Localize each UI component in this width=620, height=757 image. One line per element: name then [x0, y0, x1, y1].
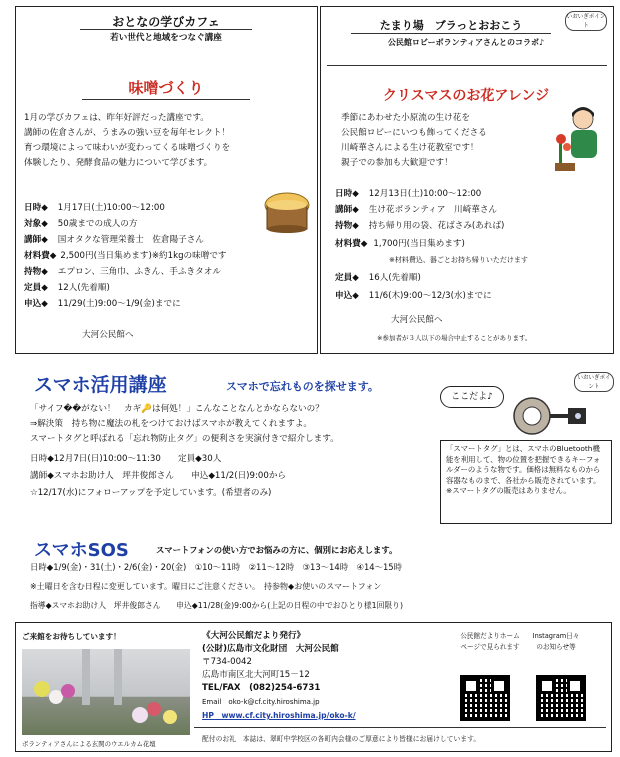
- right-card-subheading: 公民館ロビーボランティアさんとのコラボ♪: [387, 38, 545, 47]
- detail-value: 生け花ボランティア 川崎華さん: [368, 205, 498, 215]
- smart-tag-sidebar: 「スマートタグ」とは、スマホのBluetooth機能を利用して、物の位置を把握できるキーフォルダーのような物です。価格は無料なものから容器なものまで、各社から販売されています。※スマートタグの販売はありません。: [440, 440, 612, 524]
- left-card: [15, 6, 318, 354]
- flower-bed-photo: [22, 649, 190, 735]
- speech-bubble: ここだよ♪: [440, 386, 504, 408]
- badge-icon: いおいぎポイント: [574, 372, 614, 392]
- detail-label: 材料費◆: [24, 251, 57, 261]
- smartphone-line: ⇒解決策 持ち物に魔法の札をつけておけばスマホが教えてくれますよ。: [30, 419, 313, 429]
- issuer: 《大河公民館だより発行》: [202, 631, 306, 641]
- smartphone-row: ☆12/17(水)にフォローアップを予定しています。(希望者のみ): [30, 488, 272, 498]
- left-card-title: 味噌づくり: [128, 79, 204, 97]
- material-note: ※材料費込、器ごとお持ち帰りいただけます: [389, 256, 528, 264]
- divider: [327, 65, 607, 66]
- sos-title: スマホSOS: [34, 540, 129, 561]
- desc-line: 講師の佐倉さんが、うまみの強い豆を毎年セレクト！: [24, 128, 231, 138]
- detail-row: [24, 267, 221, 278]
- detail-label: 講師◆: [24, 235, 48, 245]
- qr1-label: 公民館だよりホームページで見られます: [460, 632, 520, 651]
- detail-value: 1,700円(当日集めます): [373, 239, 465, 249]
- smartphone-title: スマホ活用講座: [34, 374, 167, 396]
- detail-row: [335, 221, 504, 232]
- sos-row: ※土曜日を含む日程に変更しています。曜日にご注意ください。 持参物◆お使いのスマートフォン: [30, 582, 382, 591]
- smartphone-line: スマートタグと呼ばれる「忘れ物防止タグ」の便利さを実演付きで紹介します。: [30, 434, 339, 444]
- qr2-label: Instagram日々のお知らせ等: [532, 632, 580, 651]
- photo-caption: ボランティアさんによる玄関のウエルカム花壇: [22, 740, 156, 748]
- homepage-link[interactable]: HP www.cf.city.hiroshima.jp/oko-k/: [202, 711, 356, 720]
- detail-row: [24, 219, 137, 230]
- desc-line: 1月の学びカフェは、昨年好評だった講座です。: [24, 113, 209, 123]
- contact-block: [202, 631, 472, 731]
- detail-label: 持物◆: [24, 267, 48, 277]
- org-name: (公財)広島市文化財団 大河公民館: [202, 644, 339, 654]
- instagram-qr-icon[interactable]: [536, 675, 586, 721]
- desc-line: 体験したり、発酵食品の魅力について学びます。: [24, 158, 213, 168]
- left-card-description: [24, 113, 314, 173]
- detail-value: 11/29(土)9:00～1/9(金)までに: [57, 299, 181, 309]
- detail-value: 持ち帰り用の袋、花ばさみ(あれば): [368, 221, 505, 231]
- detail-row: [335, 291, 492, 302]
- detail-label: 定員◆: [24, 283, 48, 293]
- detail-row: [335, 273, 421, 284]
- sos-row: 指導◆スマホお助け人 坪井俊郎さん 申込◆11/28(金)9:00から(上記の日程の中でおひとり様1回限り): [30, 601, 404, 610]
- left-card-apply-note: 大河公民館へ: [82, 330, 134, 340]
- email: Email oko-k@cf.city.hiroshima.jp: [202, 698, 320, 706]
- detail-label: 対象◆: [24, 219, 48, 229]
- sos-subtitle: スマートフォンの使い方でお悩みの方に、個別にお応えします。: [156, 545, 398, 555]
- flower-icon: [22, 649, 190, 735]
- right-card-description: [341, 113, 551, 173]
- flower-arranger-icon: [553, 103, 609, 175]
- divider: [194, 727, 606, 728]
- smartphone-row: 講師◆スマホお助け人 坪井俊郎さん 申込◆11/2(日)9:00から: [30, 471, 287, 481]
- right-card-details: [335, 189, 613, 309]
- divider: [351, 33, 551, 34]
- sos-row: 日時◆1/9(金)・31(土)・2/6(金)・20(金) ①10～11時 ②11～12時 ③13～14時 ④14～15時: [30, 562, 403, 572]
- left-card-details: [24, 203, 314, 313]
- smartphone-subtitle: スマホで忘れものを探せます。: [226, 380, 379, 393]
- right-card-footnote: ※参加者が３人以下の場合中止することがあります。: [377, 334, 532, 342]
- welcome-text: ご来館をお待ちしています！: [22, 632, 121, 641]
- detail-row: [24, 251, 227, 262]
- detail-label: 持物◆: [335, 221, 359, 231]
- detail-label: 日時◆: [335, 189, 359, 199]
- detail-value: 国オタクな管理栄養士 佐倉陽子さん: [57, 235, 204, 245]
- detail-row: [335, 239, 465, 250]
- badge-icon: いおいぎポイント: [565, 11, 607, 31]
- desc-line: 親子での参加も大歓迎です！: [341, 158, 453, 168]
- left-card-subheading: 若い世代と地域をつなぐ講座: [110, 33, 222, 43]
- detail-label: 講師◆: [335, 205, 359, 215]
- divider: [80, 29, 252, 30]
- zip-code: 〒734-0042: [202, 657, 252, 667]
- bottom-note: 配付のお礼 本誌は、翠町中学校区の各町内会様のご厚意により皆様にお届けしています。: [202, 735, 481, 743]
- detail-value: エプロン、三角巾、ふきん、手ふきタオル: [57, 267, 221, 277]
- tel-fax: TEL/FAX (082)254-6731: [202, 683, 321, 693]
- detail-value: 11/6(木)9:00～12/3(水)までに: [368, 291, 492, 301]
- homepage-qr-icon[interactable]: [460, 675, 510, 721]
- detail-value: 12月13日(土)10:00～12:00: [368, 189, 482, 199]
- right-card-heading: たまり場 ブラっとおおこう: [379, 19, 523, 32]
- detail-row: [24, 203, 165, 214]
- smartphone-body: [30, 404, 450, 504]
- detail-row: [335, 205, 497, 216]
- detail-value: 50歳までの成人の方: [57, 219, 138, 229]
- detail-value: 16人(先着順): [368, 273, 421, 283]
- detail-label: 材料費◆: [335, 239, 368, 249]
- detail-label: 定員◆: [335, 273, 359, 283]
- detail-value: 2,500円(当日集めます)※約1kgの味噌です: [60, 251, 227, 261]
- desc-line: 川崎華さんによる生け花教室です！: [341, 143, 479, 153]
- left-card-heading: おとなの学びカフェ: [112, 15, 220, 29]
- sos-body: [30, 562, 620, 618]
- right-card-apply-note: 大河公民館へ: [391, 315, 443, 325]
- footer: [15, 622, 612, 752]
- desc-line: 育つ環境によって味わいが変わってくる味噌づくりを: [24, 143, 231, 153]
- detail-label: 申込◆: [24, 299, 48, 309]
- detail-row: [24, 299, 181, 310]
- smartphone-line: 「サイフ��がない！ カギ🔑は何処！」こんなことなんとかならないの？: [30, 404, 324, 414]
- detail-row: [24, 235, 204, 246]
- smartphone-row: 日時◆12月7日(日)10:00～11:30 定員◆30人: [30, 454, 222, 464]
- desc-line: 公民館ロビーにいつも飾ってくださる: [341, 128, 487, 138]
- detail-label: 申込◆: [335, 291, 359, 301]
- smart-tag-icon: [508, 394, 594, 438]
- detail-value: 1月17日(土)10:00～12:00: [57, 203, 165, 213]
- desc-line: 季節にあわせた小原流の生け花を: [341, 113, 470, 123]
- detail-row: [24, 283, 110, 294]
- detail-value: 12人(先着順): [57, 283, 110, 293]
- right-card-title: クリスマスのお花アレンジ: [382, 88, 550, 104]
- divider: [82, 99, 250, 100]
- right-card: [320, 6, 614, 354]
- detail-label: 日時◆: [24, 203, 48, 213]
- address: 広島市南区北大河町15－12: [202, 670, 310, 680]
- detail-row: [335, 189, 481, 200]
